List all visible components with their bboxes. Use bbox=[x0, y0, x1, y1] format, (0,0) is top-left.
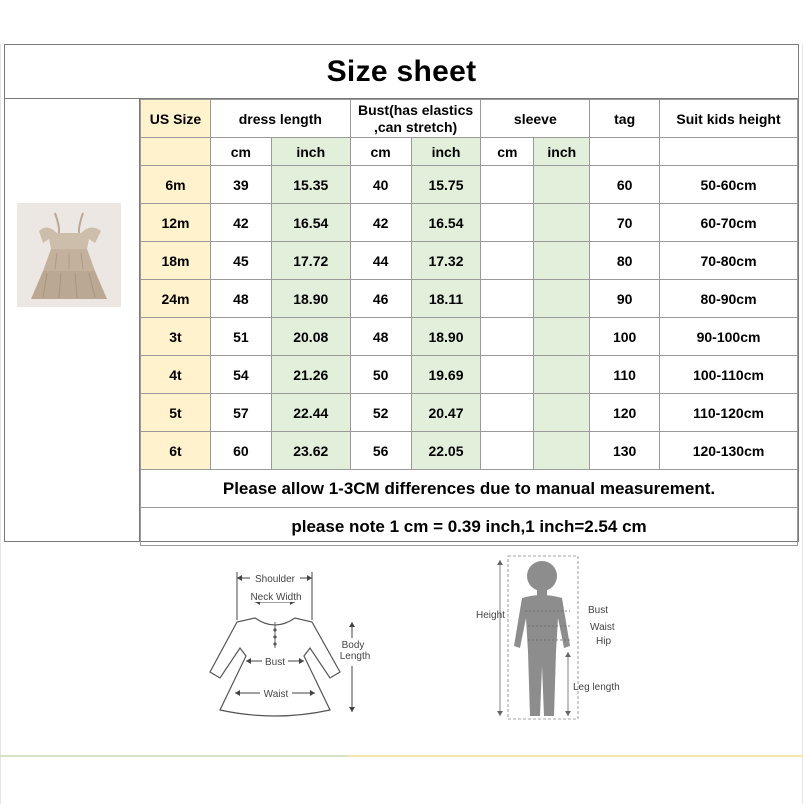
note-measurement-difference: Please allow 1-3CM differences due to manual measurement. bbox=[141, 470, 798, 508]
cell-bust-inch: 16.54 bbox=[411, 204, 481, 242]
cell-dress-inch: 15.35 bbox=[271, 166, 350, 204]
table-row bbox=[141, 280, 798, 318]
cell-sleeve-cm bbox=[481, 204, 534, 242]
table-row bbox=[141, 166, 798, 204]
dress-diagram-drawing bbox=[180, 560, 370, 730]
cell-tag: 110 bbox=[590, 356, 660, 394]
cell-tag: 100 bbox=[590, 318, 660, 356]
cell-bust-inch: 15.75 bbox=[411, 166, 481, 204]
cell-bust-cm: 46 bbox=[350, 280, 411, 318]
cell-sleeve-cm bbox=[481, 166, 534, 204]
cell-size: 5t bbox=[141, 394, 211, 432]
body-measurement-diagram bbox=[470, 548, 640, 723]
note-unit-conversion: please note 1 cm = 0.39 inch,1 inch=2.54 cm bbox=[141, 508, 798, 546]
cell-sleeve-inch bbox=[534, 166, 590, 204]
cell-bust-cm: 52 bbox=[350, 394, 411, 432]
page-title: Size sheet bbox=[5, 45, 798, 99]
table-row bbox=[141, 318, 798, 356]
cell-dress-cm: 57 bbox=[210, 394, 271, 432]
table-row bbox=[141, 356, 798, 394]
unit-bust-cm: cm bbox=[350, 138, 411, 166]
unit-sleeve-inch: inch bbox=[534, 138, 590, 166]
header-bust: Bust(has elastics ,can stretch) bbox=[350, 100, 481, 138]
cell-size: 6t bbox=[141, 432, 211, 470]
units-blank bbox=[141, 138, 211, 166]
leg-length-label: Leg length bbox=[573, 682, 620, 693]
table-row bbox=[141, 204, 798, 242]
cell-height: 80-90cm bbox=[660, 280, 798, 318]
height-label: Height bbox=[476, 610, 505, 621]
waist-body-label: Waist bbox=[590, 622, 615, 633]
cell-size: 18m bbox=[141, 242, 211, 280]
cell-sleeve-inch bbox=[534, 318, 590, 356]
bust-label: Bust bbox=[264, 657, 286, 668]
table-row bbox=[141, 242, 798, 280]
header-us-size: US Size bbox=[141, 100, 211, 138]
cell-height: 50-60cm bbox=[660, 166, 798, 204]
table-units-row bbox=[141, 138, 798, 166]
unit-sleeve-cm: cm bbox=[481, 138, 534, 166]
dress-photo-image bbox=[17, 203, 121, 307]
cell-bust-cm: 48 bbox=[350, 318, 411, 356]
cell-dress-inch: 16.54 bbox=[271, 204, 350, 242]
size-sheet bbox=[4, 44, 799, 542]
cell-sleeve-inch bbox=[534, 280, 590, 318]
bottom-color-strip bbox=[0, 755, 803, 757]
cell-dress-inch: 17.72 bbox=[271, 242, 350, 280]
cell-tag: 130 bbox=[590, 432, 660, 470]
cell-height: 70-80cm bbox=[660, 242, 798, 280]
child-figure-drawing bbox=[470, 548, 640, 723]
cell-bust-cm: 40 bbox=[350, 166, 411, 204]
table-header-row bbox=[141, 100, 798, 138]
cell-size: 6m bbox=[141, 166, 211, 204]
note-row bbox=[141, 470, 798, 508]
cell-sleeve-inch bbox=[534, 432, 590, 470]
header-tag: tag bbox=[590, 100, 660, 138]
cell-dress-cm: 60 bbox=[210, 432, 271, 470]
cell-tag: 120 bbox=[590, 394, 660, 432]
bottom-strip-green bbox=[0, 755, 348, 757]
cell-size: 4t bbox=[141, 356, 211, 394]
dress-photo bbox=[17, 203, 121, 307]
cell-bust-inch: 18.90 bbox=[411, 318, 481, 356]
cell-sleeve-cm bbox=[481, 356, 534, 394]
cell-sleeve-cm bbox=[481, 432, 534, 470]
cell-dress-cm: 51 bbox=[210, 318, 271, 356]
cell-sleeve-cm bbox=[481, 318, 534, 356]
cell-height: 100-110cm bbox=[660, 356, 798, 394]
cell-height: 120-130cm bbox=[660, 432, 798, 470]
cell-sleeve-inch bbox=[534, 242, 590, 280]
cell-dress-cm: 54 bbox=[210, 356, 271, 394]
cell-tag: 60 bbox=[590, 166, 660, 204]
cell-dress-cm: 39 bbox=[210, 166, 271, 204]
cell-dress-inch: 20.08 bbox=[271, 318, 350, 356]
cell-sleeve-cm bbox=[481, 394, 534, 432]
table-row bbox=[141, 394, 798, 432]
cell-bust-cm: 56 bbox=[350, 432, 411, 470]
table-row bbox=[141, 432, 798, 470]
cell-height: 60-70cm bbox=[660, 204, 798, 242]
size-table bbox=[140, 99, 798, 546]
cell-sleeve-cm bbox=[481, 242, 534, 280]
cell-sleeve-cm bbox=[481, 280, 534, 318]
cell-dress-inch: 23.62 bbox=[271, 432, 350, 470]
shoulder-label: Shoulder bbox=[254, 574, 296, 585]
unit-dress-inch: inch bbox=[271, 138, 350, 166]
cell-dress-inch: 22.44 bbox=[271, 394, 350, 432]
dress-measurement-diagram bbox=[180, 560, 370, 730]
waist-label: Waist bbox=[263, 689, 289, 700]
cell-bust-cm: 50 bbox=[350, 356, 411, 394]
cell-bust-cm: 42 bbox=[350, 204, 411, 242]
hip-label: Hip bbox=[596, 636, 612, 647]
unit-bust-inch: inch bbox=[411, 138, 481, 166]
unit-dress-cm: cm bbox=[210, 138, 271, 166]
units-height-blank bbox=[660, 138, 798, 166]
cell-sleeve-inch bbox=[534, 204, 590, 242]
cell-height: 90-100cm bbox=[660, 318, 798, 356]
bust-body-label: Bust bbox=[588, 605, 609, 616]
cell-bust-inch: 19.69 bbox=[411, 356, 481, 394]
cell-size: 3t bbox=[141, 318, 211, 356]
cell-bust-inch: 17.32 bbox=[411, 242, 481, 280]
cell-dress-cm: 42 bbox=[210, 204, 271, 242]
cell-height: 110-120cm bbox=[660, 394, 798, 432]
cell-dress-inch: 21.26 bbox=[271, 356, 350, 394]
cell-size: 12m bbox=[141, 204, 211, 242]
header-suit-height: Suit kids height bbox=[660, 100, 798, 138]
header-dress-length: dress length bbox=[210, 100, 350, 138]
cell-bust-inch: 20.47 bbox=[411, 394, 481, 432]
cell-tag: 70 bbox=[590, 204, 660, 242]
cell-size: 24m bbox=[141, 280, 211, 318]
cell-dress-inch: 18.90 bbox=[271, 280, 350, 318]
cell-dress-cm: 45 bbox=[210, 242, 271, 280]
product-photo-cell bbox=[5, 99, 140, 541]
left-gridline bbox=[0, 44, 1, 804]
bottom-strip-yellow bbox=[348, 755, 803, 757]
cell-tag: 90 bbox=[590, 280, 660, 318]
body-length-label: Body Length bbox=[339, 640, 370, 662]
cell-bust-inch: 22.05 bbox=[411, 432, 481, 470]
cell-sleeve-inch bbox=[534, 356, 590, 394]
units-tag-blank bbox=[590, 138, 660, 166]
note-row bbox=[141, 508, 798, 546]
cell-bust-inch: 18.11 bbox=[411, 280, 481, 318]
cell-dress-cm: 48 bbox=[210, 280, 271, 318]
header-sleeve: sleeve bbox=[481, 100, 590, 138]
cell-sleeve-inch bbox=[534, 394, 590, 432]
cell-bust-cm: 44 bbox=[350, 242, 411, 280]
neck-width-label: Neck Width bbox=[250, 592, 302, 603]
cell-tag: 80 bbox=[590, 242, 660, 280]
